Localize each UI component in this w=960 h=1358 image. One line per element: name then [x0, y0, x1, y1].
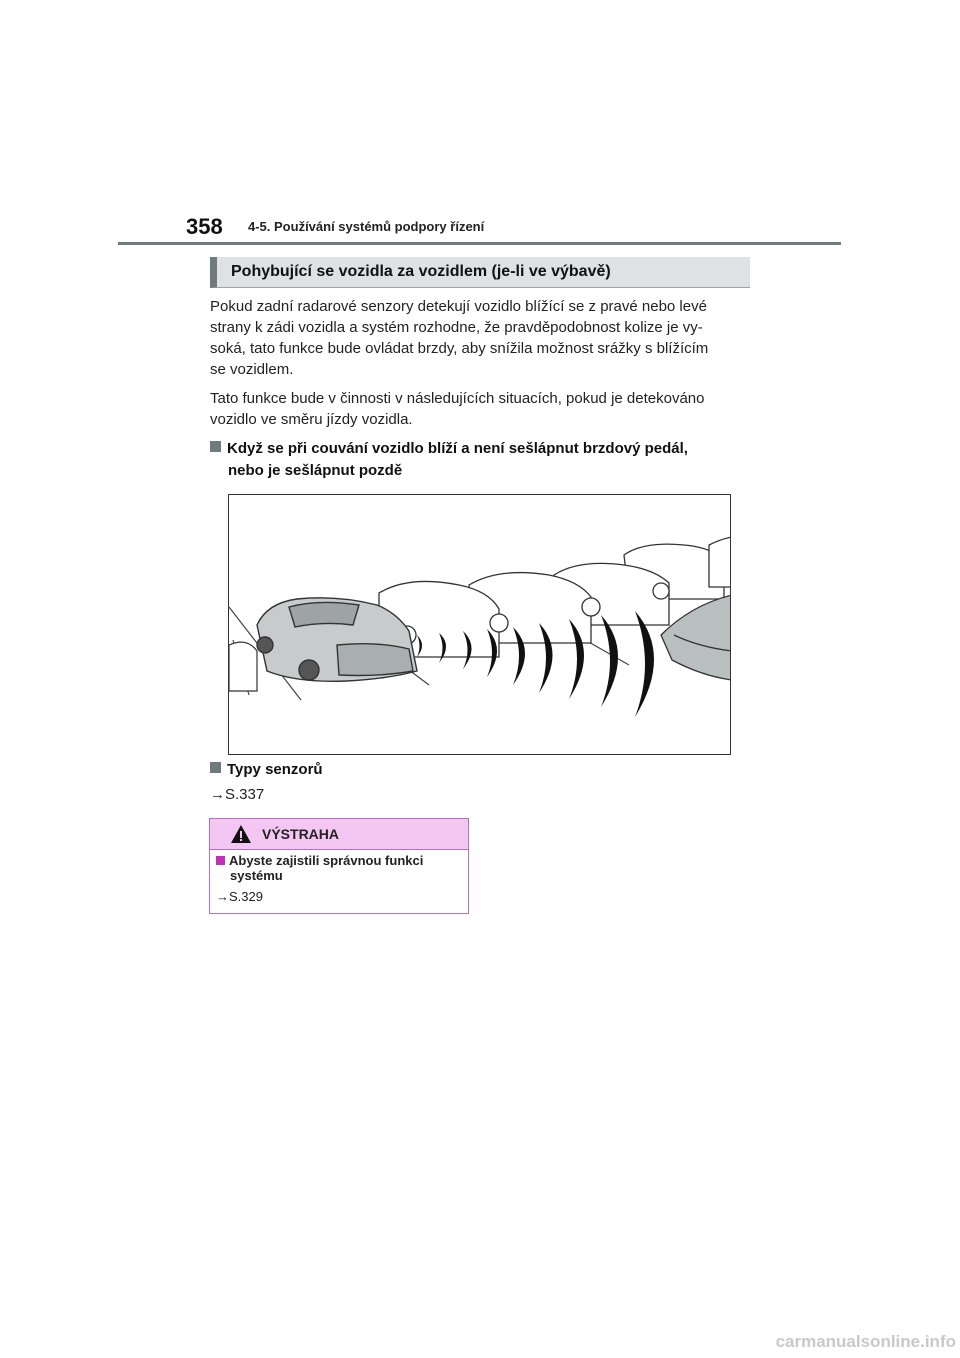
subheading-line: Když se při couvání vozidlo blíží a není sešlápnut brzdový pedál, — [227, 440, 688, 457]
paragraph-1-line: strany k zádi vozidla a systém rozhodne, že pravděpodobnost kolize je vy- — [210, 319, 703, 336]
paragraph-1-line: soká, tato funkce bude ovládat brzdy, aby snížila možnost srážky s blížícím — [210, 340, 709, 357]
paragraph-2-line: vozidlo ve směru jízdy vozidla. — [210, 411, 413, 428]
paragraph-1-line: Pokud zadní radarové senzory detekují vozidlo blížící se z pravé nebo levé — [210, 298, 707, 315]
square-bullet-icon — [216, 856, 225, 865]
header-rule — [118, 242, 841, 245]
sensor-page-reference[interactable]: →S.337 — [210, 786, 265, 803]
warning-title: VÝSTRAHA — [262, 826, 340, 842]
subheading-sensor-types — [210, 759, 323, 781]
warning-item — [216, 853, 423, 883]
subheading-reversing — [210, 438, 688, 482]
warning-page-reference[interactable]: →S.329 — [216, 889, 263, 904]
paragraph-2-line: Tato funkce bude v činnosti v následujících situacích, pokud je detekováno — [210, 390, 705, 407]
square-bullet-icon — [210, 762, 221, 773]
subheading-line: Typy senzorů — [227, 761, 323, 778]
warning-triangle-icon — [230, 824, 252, 844]
paragraph-1 — [210, 296, 750, 380]
watermark: carmanualsonline.info — [775, 1332, 956, 1351]
warning-header — [210, 819, 468, 850]
warning-item-line: Abyste zajistili správnou funkci — [229, 853, 424, 868]
section-heading-bar — [210, 257, 750, 288]
page-number: 358 — [186, 214, 223, 239]
paragraph-1-line: se vozidlem. — [210, 361, 294, 378]
square-bullet-icon — [210, 441, 221, 452]
illustration-rear-cross-traffic — [228, 494, 731, 755]
section-title: Pohybující se vozidla za vozidlem (je-li ve výbavě) — [231, 263, 611, 280]
subheading-line: nebo je sešlápnut pozdě — [228, 462, 403, 479]
warning-item-line: systému — [230, 868, 283, 883]
paragraph-2 — [210, 388, 750, 430]
warning-box — [209, 818, 469, 914]
chapter-title: 4-5. Používání systémů podpory řízení — [248, 219, 485, 234]
